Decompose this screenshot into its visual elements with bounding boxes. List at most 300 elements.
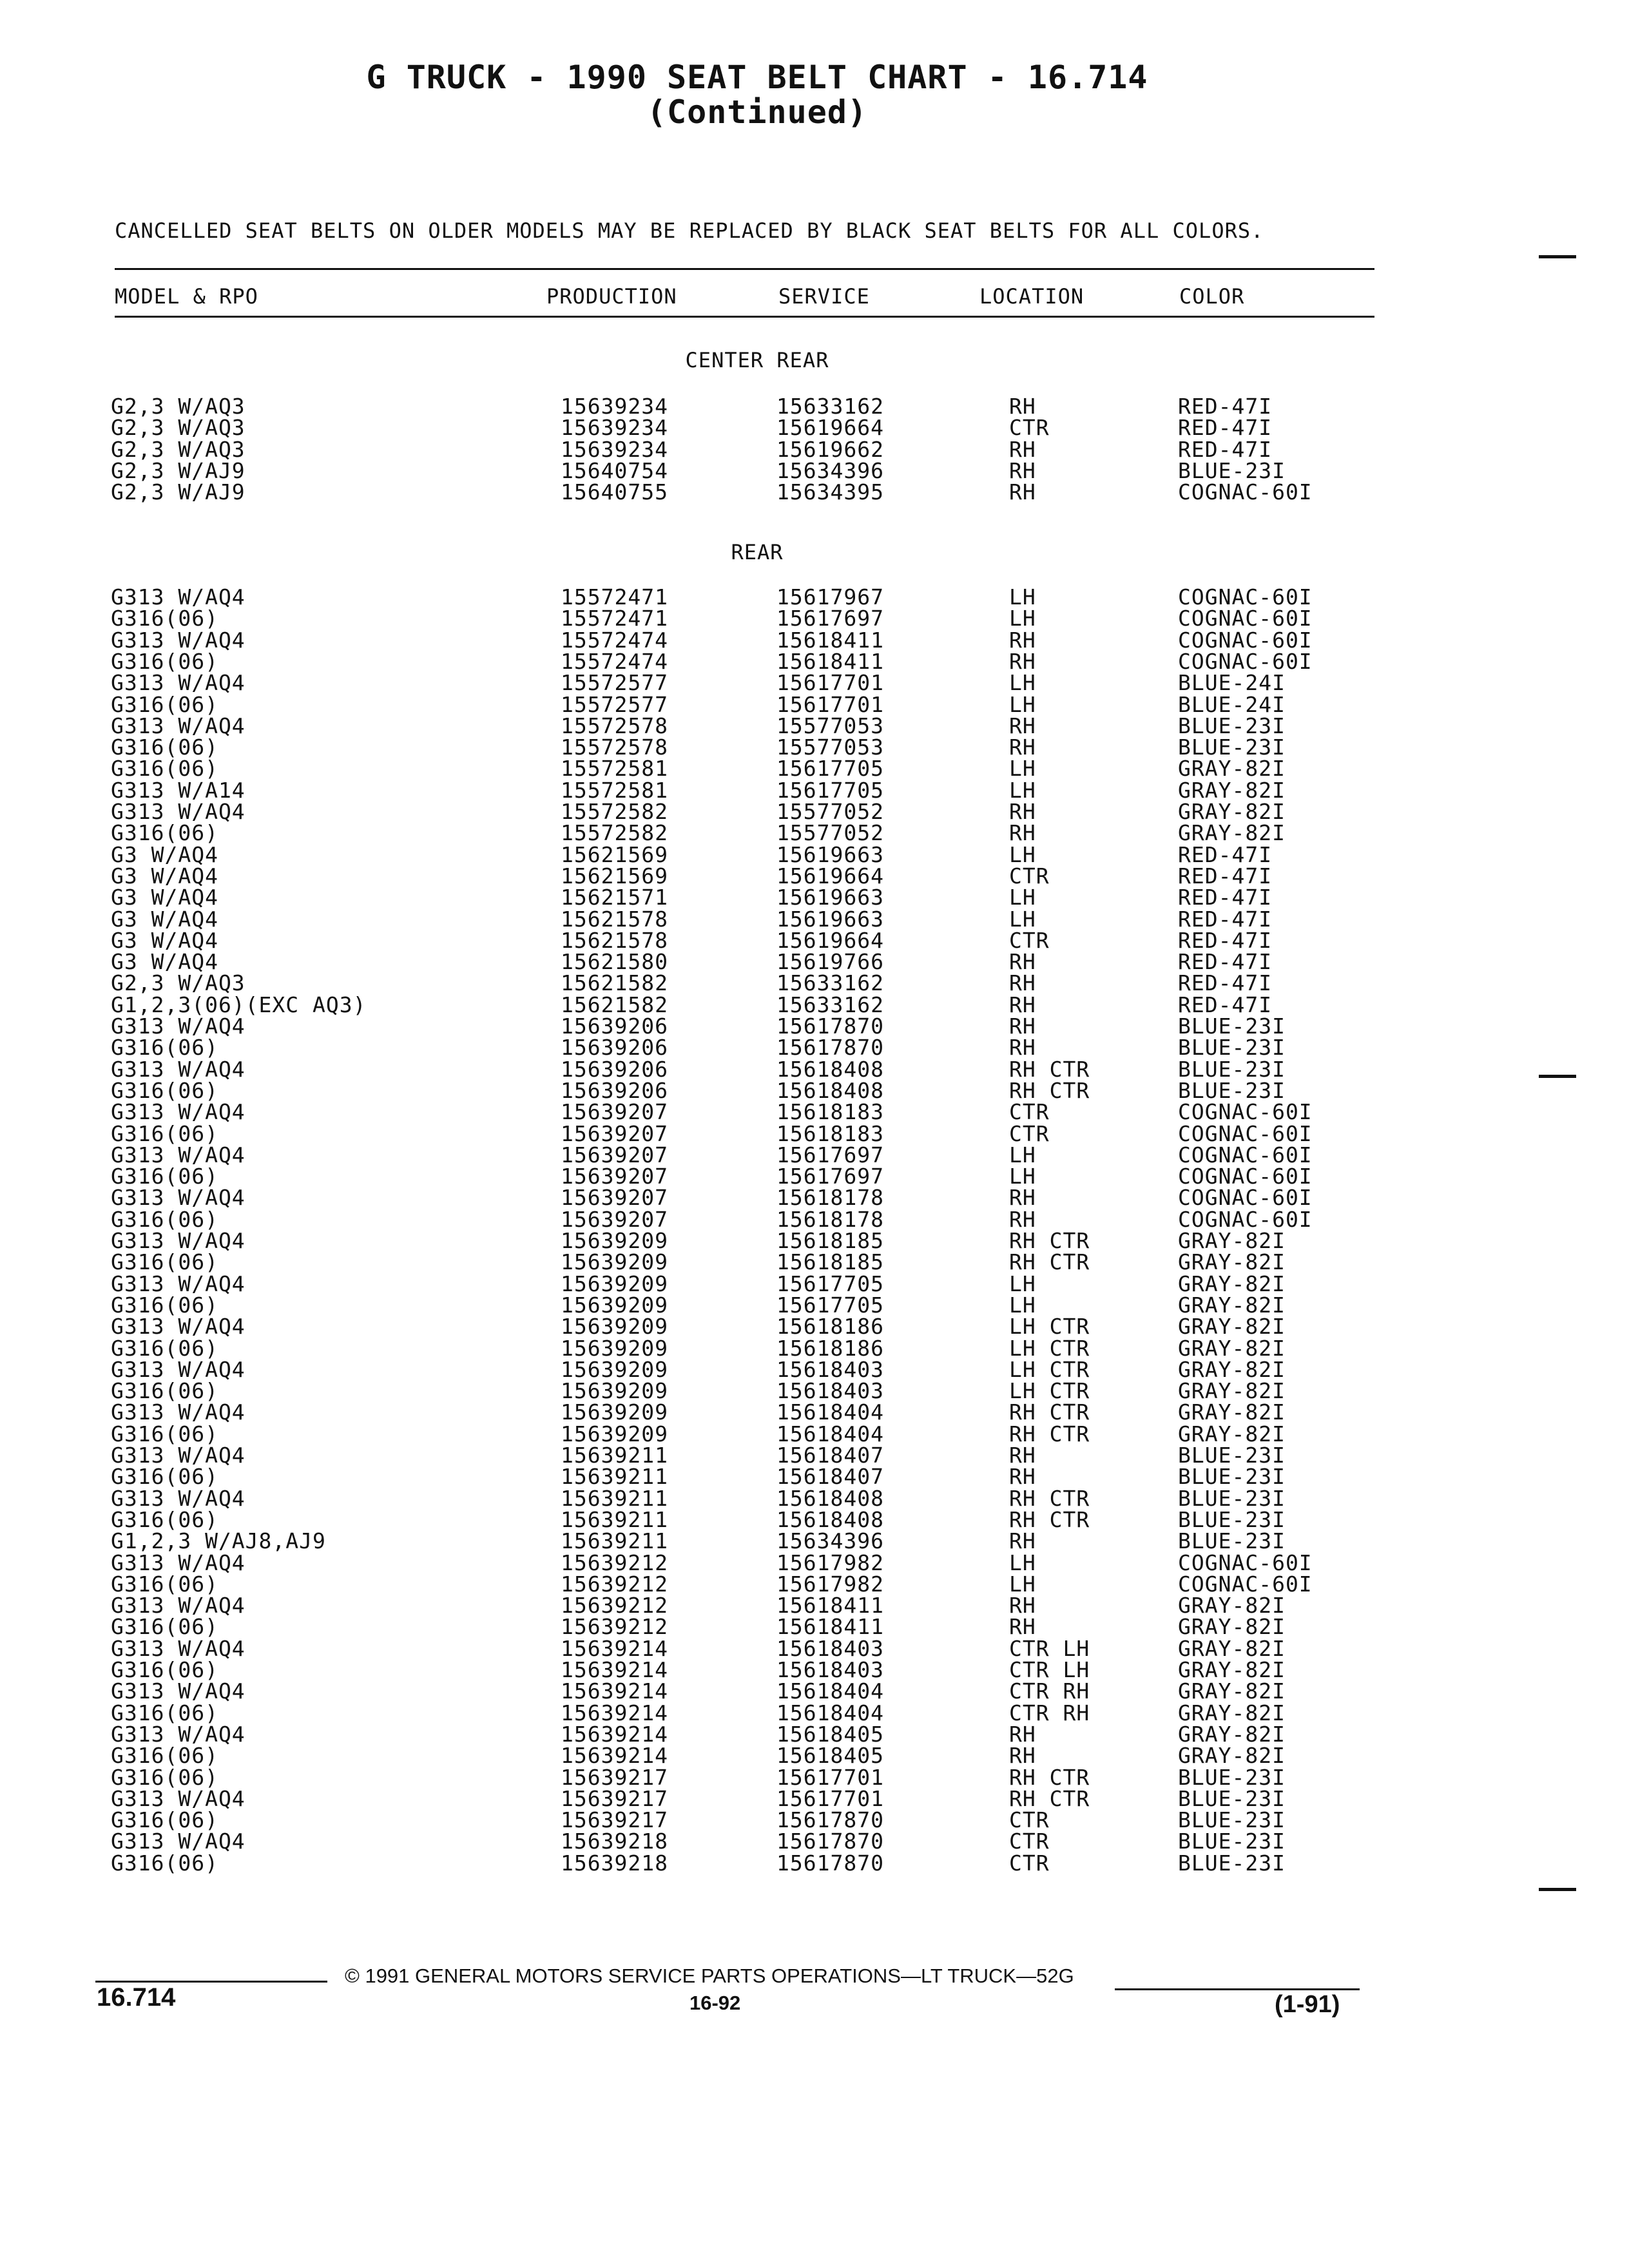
table-row	[0, 820, 1418, 846]
model-rpo-cell: G1,2,3(06)(EXC AQ3)	[111, 992, 367, 1017]
footer-section-number: 16.714	[97, 1983, 176, 2012]
table-row	[0, 1680, 1418, 1702]
color-cell: RED-47I	[1178, 863, 1273, 889]
color-cell: BLUE-23I	[1178, 1506, 1286, 1532]
color-cell: GRAY-82I	[1178, 1657, 1286, 1682]
location-cell: RH	[1009, 799, 1036, 824]
production-cell: 15639209	[561, 1335, 668, 1361]
table-row	[0, 972, 1418, 994]
location-cell: RH CTR	[1009, 1485, 1090, 1511]
color-cell: COGNAC-60I	[1178, 1164, 1313, 1189]
model-rpo-cell: G313 W/AQ4	[111, 627, 246, 653]
color-cell: RED-47I	[1178, 970, 1273, 996]
location-cell: RH	[1009, 970, 1036, 996]
model-rpo-cell: G3 W/AQ4	[111, 927, 218, 953]
table-row	[0, 457, 1418, 483]
location-cell: RH	[1009, 820, 1036, 846]
location-cell: CTR RH	[1009, 1678, 1090, 1704]
color-cell: BLUE-23I	[1178, 713, 1286, 738]
color-cell: BLUE-23I	[1178, 1785, 1286, 1811]
color-cell: GRAY-82I	[1178, 1335, 1286, 1361]
production-cell: 15572582	[561, 820, 668, 846]
table-row	[0, 1294, 1418, 1316]
model-rpo-cell: G316(06)	[111, 1421, 218, 1446]
color-cell: GRAY-82I	[1178, 1700, 1286, 1725]
location-cell: RH	[1009, 436, 1036, 462]
service-cell: 15617870	[776, 1850, 884, 1876]
location-cell: CTR	[1009, 863, 1050, 889]
table-row	[0, 1401, 1418, 1423]
service-cell: 15577053	[776, 735, 884, 760]
location-cell: RH CTR	[1009, 1249, 1090, 1275]
color-cell: BLUE-23I	[1178, 1077, 1286, 1103]
table-row	[0, 1785, 1418, 1811]
production-cell: 15639211	[561, 1464, 668, 1490]
table-row	[0, 1659, 1418, 1680]
section-title-rear: REAR	[731, 540, 784, 564]
color-cell: GRAY-82I	[1178, 1271, 1286, 1296]
location-cell: RH	[1009, 1443, 1036, 1468]
color-cell: BLUE-24I	[1178, 670, 1286, 696]
service-cell: 15617705	[776, 756, 884, 782]
location-cell: RH	[1009, 1014, 1036, 1039]
model-rpo-cell: G313 W/AQ4	[111, 1185, 246, 1211]
color-cell: GRAY-82I	[1178, 820, 1286, 846]
location-cell: CTR RH	[1009, 1700, 1090, 1725]
color-cell: GRAY-82I	[1178, 1399, 1286, 1425]
color-cell: COGNAC-60I	[1178, 479, 1313, 505]
location-cell: RH	[1009, 457, 1036, 483]
model-rpo-cell: G316(06)	[111, 691, 218, 717]
location-cell: LH	[1009, 777, 1036, 803]
table-row	[0, 949, 1418, 975]
location-cell: CTR	[1009, 1099, 1050, 1125]
location-cell: LH	[1009, 1142, 1036, 1168]
location-cell: RH	[1009, 735, 1036, 760]
color-cell: COGNAC-60I	[1178, 606, 1313, 631]
production-cell: 15639207	[561, 1099, 668, 1125]
table-row	[0, 670, 1418, 696]
location-cell: RH	[1009, 1206, 1036, 1232]
service-cell: 15618186	[776, 1335, 884, 1361]
model-rpo-cell: G316(06)	[111, 1657, 218, 1682]
location-cell: RH CTR	[1009, 1399, 1090, 1425]
table-row	[0, 756, 1418, 782]
model-rpo-cell: G313 W/AQ4	[111, 1593, 246, 1619]
column-header-location: LOCATION	[979, 284, 1084, 309]
color-cell: GRAY-82I	[1178, 1635, 1286, 1661]
production-cell: 15639207	[561, 1185, 668, 1211]
table-row	[0, 865, 1418, 887]
production-cell: 15572471	[561, 584, 668, 610]
table-row	[0, 1035, 1418, 1061]
service-cell: 15617701	[776, 1785, 884, 1811]
location-cell: RH CTR	[1009, 1785, 1090, 1811]
color-cell: BLUE-23I	[1178, 1464, 1286, 1490]
model-rpo-cell: G313 W/AQ4	[111, 1399, 246, 1425]
service-cell: 15633162	[776, 970, 884, 996]
color-cell: GRAY-82I	[1178, 1678, 1286, 1704]
table-row	[0, 608, 1418, 629]
column-header-service: SERVICE	[778, 284, 870, 309]
model-rpo-cell: G316(06)	[111, 1206, 218, 1232]
service-cell: 15617870	[776, 1807, 884, 1833]
location-cell: RH CTR	[1009, 1506, 1090, 1532]
service-cell: 15618403	[776, 1635, 884, 1661]
production-cell: 15621580	[561, 949, 668, 975]
model-rpo-cell: G316(06)	[111, 735, 218, 760]
color-cell: GRAY-82I	[1178, 1593, 1286, 1619]
color-cell: RED-47I	[1178, 927, 1273, 953]
service-cell: 15618408	[776, 1506, 884, 1532]
location-cell: RH	[1009, 1593, 1036, 1619]
location-cell: RH CTR	[1009, 1077, 1090, 1103]
location-cell: CTR LH	[1009, 1635, 1090, 1661]
location-cell: RH	[1009, 627, 1036, 653]
color-cell: BLUE-23I	[1178, 735, 1286, 760]
color-cell: COGNAC-60I	[1178, 1206, 1313, 1232]
model-rpo-cell: G316(06)	[111, 1850, 218, 1876]
model-rpo-cell: G313 W/AQ4	[111, 670, 246, 696]
margin-mark	[1539, 1075, 1576, 1078]
production-cell: 15639212	[561, 1550, 668, 1575]
color-cell: COGNAC-60I	[1178, 1185, 1313, 1211]
color-cell: GRAY-82I	[1178, 799, 1286, 824]
color-cell: COGNAC-60I	[1178, 584, 1313, 610]
model-rpo-cell: G316(06)	[111, 1743, 218, 1769]
service-cell: 15617701	[776, 691, 884, 717]
location-cell: RH	[1009, 949, 1036, 975]
service-cell: 15618408	[776, 1485, 884, 1511]
production-cell: 15572578	[561, 735, 668, 760]
table-row	[0, 648, 1418, 674]
table-row	[0, 1335, 1418, 1361]
production-cell: 15639207	[561, 1142, 668, 1168]
color-cell: BLUE-23I	[1178, 457, 1286, 483]
production-cell: 15639211	[561, 1443, 668, 1468]
service-cell: 15577053	[776, 713, 884, 738]
service-cell: 15577052	[776, 799, 884, 824]
table-row	[0, 481, 1418, 503]
color-cell: GRAY-82I	[1178, 1314, 1286, 1340]
table-row	[0, 1506, 1418, 1532]
production-cell: 15572474	[561, 627, 668, 653]
table-row	[0, 841, 1418, 867]
margin-mark	[1539, 1888, 1576, 1891]
production-cell: 15639207	[561, 1206, 668, 1232]
service-cell: 15618185	[776, 1228, 884, 1253]
table-row	[0, 736, 1418, 758]
service-cell: 15617701	[776, 1764, 884, 1790]
service-cell: 15619664	[776, 863, 884, 889]
location-cell: RH CTR	[1009, 1228, 1090, 1253]
production-cell: 15639211	[561, 1506, 668, 1532]
location-cell: LH	[1009, 841, 1036, 867]
table-row	[0, 1273, 1418, 1294]
production-cell: 15639209	[561, 1228, 668, 1253]
table-row	[0, 586, 1418, 608]
model-rpo-cell: G313 W/AQ4	[111, 1829, 246, 1854]
production-cell: 15639212	[561, 1614, 668, 1640]
model-rpo-cell: G313 W/AQ4	[111, 1271, 246, 1296]
service-cell: 15618403	[776, 1378, 884, 1404]
color-cell: RED-47I	[1178, 992, 1273, 1017]
color-cell: GRAY-82I	[1178, 1421, 1286, 1446]
location-cell: RH	[1009, 1035, 1036, 1061]
service-cell: 15617870	[776, 1014, 884, 1039]
model-rpo-cell: G313 W/AQ4	[111, 1314, 246, 1340]
production-cell: 15572577	[561, 691, 668, 717]
production-cell: 15572578	[561, 713, 668, 738]
color-cell: RED-47I	[1178, 841, 1273, 867]
production-cell: 15639206	[561, 1014, 668, 1039]
page-title: G TRUCK - 1990 SEAT BELT CHART - 16.714	[366, 59, 1148, 96]
table-row	[0, 1764, 1418, 1790]
model-rpo-cell: G313 W/AQ4	[111, 1056, 246, 1082]
color-cell: BLUE-23I	[1178, 1829, 1286, 1854]
color-cell: BLUE-23I	[1178, 1056, 1286, 1082]
location-cell: LH CTR	[1009, 1335, 1090, 1361]
service-cell: 15618407	[776, 1464, 884, 1490]
service-cell: 15618183	[776, 1120, 884, 1146]
table-row	[0, 1743, 1418, 1769]
color-cell: COGNAC-60I	[1178, 1550, 1313, 1575]
model-rpo-cell: G2,3 W/AQ3	[111, 436, 246, 462]
location-cell: LH	[1009, 906, 1036, 932]
service-cell: 15618411	[776, 648, 884, 674]
model-rpo-cell: G316(06)	[111, 756, 218, 782]
location-cell: LH	[1009, 606, 1036, 631]
color-cell: BLUE-23I	[1178, 1764, 1286, 1790]
table-row	[0, 1530, 1418, 1552]
service-cell: 15617705	[776, 777, 884, 803]
location-cell: RH	[1009, 713, 1036, 738]
table-row	[0, 1185, 1418, 1211]
service-cell: 15617701	[776, 670, 884, 696]
service-cell: 15618404	[776, 1678, 884, 1704]
column-header-model: MODEL & RPO	[115, 284, 258, 309]
location-cell: CTR	[1009, 1850, 1050, 1876]
table-row	[0, 777, 1418, 803]
production-cell: 15572474	[561, 648, 668, 674]
model-rpo-cell: G316(06)	[111, 1077, 218, 1103]
production-cell: 15639214	[561, 1657, 668, 1682]
location-cell: RH	[1009, 1528, 1036, 1554]
location-cell: LH	[1009, 1571, 1036, 1597]
model-rpo-cell: G316(06)	[111, 1464, 218, 1490]
model-rpo-cell: G316(06)	[111, 1506, 218, 1532]
table-row	[0, 691, 1418, 717]
production-cell: 15639214	[561, 1743, 668, 1769]
production-cell: 15621571	[561, 885, 668, 910]
color-cell: GRAY-82I	[1178, 1292, 1286, 1318]
service-cell: 15618404	[776, 1421, 884, 1446]
table-row	[0, 1056, 1418, 1082]
color-cell: COGNAC-60I	[1178, 648, 1313, 674]
service-cell: 15617697	[776, 1164, 884, 1189]
color-cell: GRAY-82I	[1178, 1378, 1286, 1404]
production-cell: 15621569	[561, 863, 668, 889]
table-row	[0, 1166, 1418, 1187]
model-rpo-cell: G313 W/AQ4	[111, 1228, 246, 1253]
footer-copyright: © 1991 GENERAL MOTORS SERVICE PARTS OPERATIONS—LT TRUCK—52G	[345, 1965, 1074, 1987]
service-cell: 15617870	[776, 1035, 884, 1061]
model-rpo-cell: G2,3 W/AQ3	[111, 415, 246, 441]
table-row	[0, 1635, 1418, 1661]
table-row	[0, 1314, 1418, 1340]
model-rpo-cell: G313 W/AQ4	[111, 1443, 246, 1468]
location-cell: CTR	[1009, 927, 1050, 953]
service-cell: 15619663	[776, 906, 884, 932]
location-cell: CTR	[1009, 1807, 1050, 1833]
production-cell: 15639209	[561, 1378, 668, 1404]
color-cell: RED-47I	[1178, 394, 1273, 419]
service-cell: 15617697	[776, 1142, 884, 1168]
color-cell: BLUE-23I	[1178, 1850, 1286, 1876]
page-subtitle: (Continued)	[646, 93, 868, 131]
location-cell: RH	[1009, 1721, 1036, 1747]
production-cell: 15639209	[561, 1421, 668, 1446]
color-cell: BLUE-24I	[1178, 691, 1286, 717]
location-cell: RH CTR	[1009, 1056, 1090, 1082]
color-cell: RED-47I	[1178, 436, 1273, 462]
service-cell: 15633162	[776, 394, 884, 419]
color-cell: BLUE-23I	[1178, 1035, 1286, 1061]
table-row	[0, 1852, 1418, 1874]
location-cell: RH CTR	[1009, 1764, 1090, 1790]
production-cell: 15639206	[561, 1077, 668, 1103]
model-rpo-cell: G313 W/AQ4	[111, 1785, 246, 1811]
table-row	[0, 1552, 1418, 1573]
model-rpo-cell: G2,3 W/AJ9	[111, 457, 246, 483]
service-cell: 15617705	[776, 1292, 884, 1318]
model-rpo-cell: G316(06)	[111, 1249, 218, 1275]
location-cell: CTR	[1009, 415, 1050, 441]
column-header-production: PRODUCTION	[546, 284, 677, 309]
production-cell: 15639207	[561, 1120, 668, 1146]
service-cell: 15618408	[776, 1077, 884, 1103]
model-rpo-cell: G316(06)	[111, 1035, 218, 1061]
service-cell: 15618411	[776, 1614, 884, 1640]
table-row	[0, 1614, 1418, 1640]
production-cell: 15639218	[561, 1850, 668, 1876]
service-cell: 15619664	[776, 927, 884, 953]
color-cell: COGNAC-60I	[1178, 1571, 1313, 1597]
service-cell: 15617967	[776, 584, 884, 610]
model-rpo-cell: G316(06)	[111, 820, 218, 846]
production-cell: 15639209	[561, 1356, 668, 1382]
production-cell: 15639212	[561, 1571, 668, 1597]
model-rpo-cell: G316(06)	[111, 1335, 218, 1361]
replacement-note: CANCELLED SEAT BELTS ON OLDER MODELS MAY BE REPLACED BY BLACK SEAT BELTS FOR ALL COLORS.	[115, 218, 1264, 243]
production-cell: 15572581	[561, 777, 668, 803]
table-row	[0, 801, 1418, 822]
table-row	[0, 1809, 1418, 1831]
location-cell: CTR LH	[1009, 1657, 1090, 1682]
production-cell: 15639209	[561, 1249, 668, 1275]
model-rpo-cell: G313 W/A14	[111, 777, 246, 803]
color-cell: COGNAC-60I	[1178, 627, 1313, 653]
table-row	[0, 1099, 1418, 1125]
production-cell: 15639209	[561, 1314, 668, 1340]
model-rpo-cell: G2,3 W/AJ9	[111, 479, 246, 505]
model-rpo-cell: G313 W/AQ4	[111, 1099, 246, 1125]
table-row	[0, 1831, 1418, 1852]
service-cell: 15618186	[776, 1314, 884, 1340]
production-cell: 15572577	[561, 670, 668, 696]
production-cell: 15639206	[561, 1056, 668, 1082]
location-cell: LH CTR	[1009, 1378, 1090, 1404]
location-cell: CTR	[1009, 1120, 1050, 1146]
production-cell: 15639217	[561, 1807, 668, 1833]
table-row	[0, 1593, 1418, 1619]
production-cell: 15640755	[561, 479, 668, 505]
service-cell: 15618403	[776, 1356, 884, 1382]
table-row	[0, 396, 1418, 417]
production-cell: 15572582	[561, 799, 668, 824]
model-rpo-cell: G313 W/AQ4	[111, 1678, 246, 1704]
service-cell: 15618407	[776, 1443, 884, 1468]
model-rpo-cell: G316(06)	[111, 1700, 218, 1725]
location-cell: RH	[1009, 648, 1036, 674]
production-cell: 15639212	[561, 1593, 668, 1619]
table-row	[0, 1721, 1418, 1747]
margin-mark	[1539, 255, 1576, 258]
model-rpo-cell: G3 W/AQ4	[111, 906, 218, 932]
service-cell: 15617705	[776, 1271, 884, 1296]
color-cell: GRAY-82I	[1178, 1743, 1286, 1769]
color-cell: GRAY-82I	[1178, 1356, 1286, 1382]
model-rpo-cell: G3 W/AQ4	[111, 949, 218, 975]
service-cell: 15633162	[776, 992, 884, 1017]
location-cell: RH	[1009, 1464, 1036, 1490]
production-cell: 15639214	[561, 1678, 668, 1704]
table-row	[0, 887, 1418, 908]
model-rpo-cell: G316(06)	[111, 606, 218, 631]
production-cell: 15639207	[561, 1164, 668, 1189]
location-cell: RH	[1009, 479, 1036, 505]
model-rpo-cell: G313 W/AQ4	[111, 1635, 246, 1661]
service-cell: 15618411	[776, 1593, 884, 1619]
model-rpo-cell: G3 W/AQ4	[111, 885, 218, 910]
service-cell: 15619663	[776, 885, 884, 910]
production-cell: 15639209	[561, 1399, 668, 1425]
table-row	[0, 1378, 1418, 1404]
color-cell: RED-47I	[1178, 885, 1273, 910]
color-cell: BLUE-23I	[1178, 1485, 1286, 1511]
table-row	[0, 1144, 1418, 1166]
model-rpo-cell: G313 W/AQ4	[111, 1142, 246, 1168]
table-row	[0, 908, 1418, 930]
service-cell: 15618185	[776, 1249, 884, 1275]
color-cell: GRAY-82I	[1178, 1721, 1286, 1747]
location-cell: LH	[1009, 1292, 1036, 1318]
model-rpo-cell: G313 W/AQ4	[111, 1721, 246, 1747]
service-cell: 15617982	[776, 1571, 884, 1597]
footer-rule-left	[95, 1981, 327, 1983]
table-row	[0, 1015, 1418, 1037]
service-cell: 15619663	[776, 841, 884, 867]
footer-rule-right	[1115, 1988, 1360, 1990]
service-cell: 15618408	[776, 1056, 884, 1082]
color-cell: BLUE-23I	[1178, 1807, 1286, 1833]
service-cell: 15634396	[776, 457, 884, 483]
production-cell: 15639214	[561, 1635, 668, 1661]
service-cell: 15617697	[776, 606, 884, 631]
header-bottom-rule	[115, 316, 1374, 318]
model-rpo-cell: G313 W/AQ4	[111, 1485, 246, 1511]
color-cell: GRAY-82I	[1178, 756, 1286, 782]
